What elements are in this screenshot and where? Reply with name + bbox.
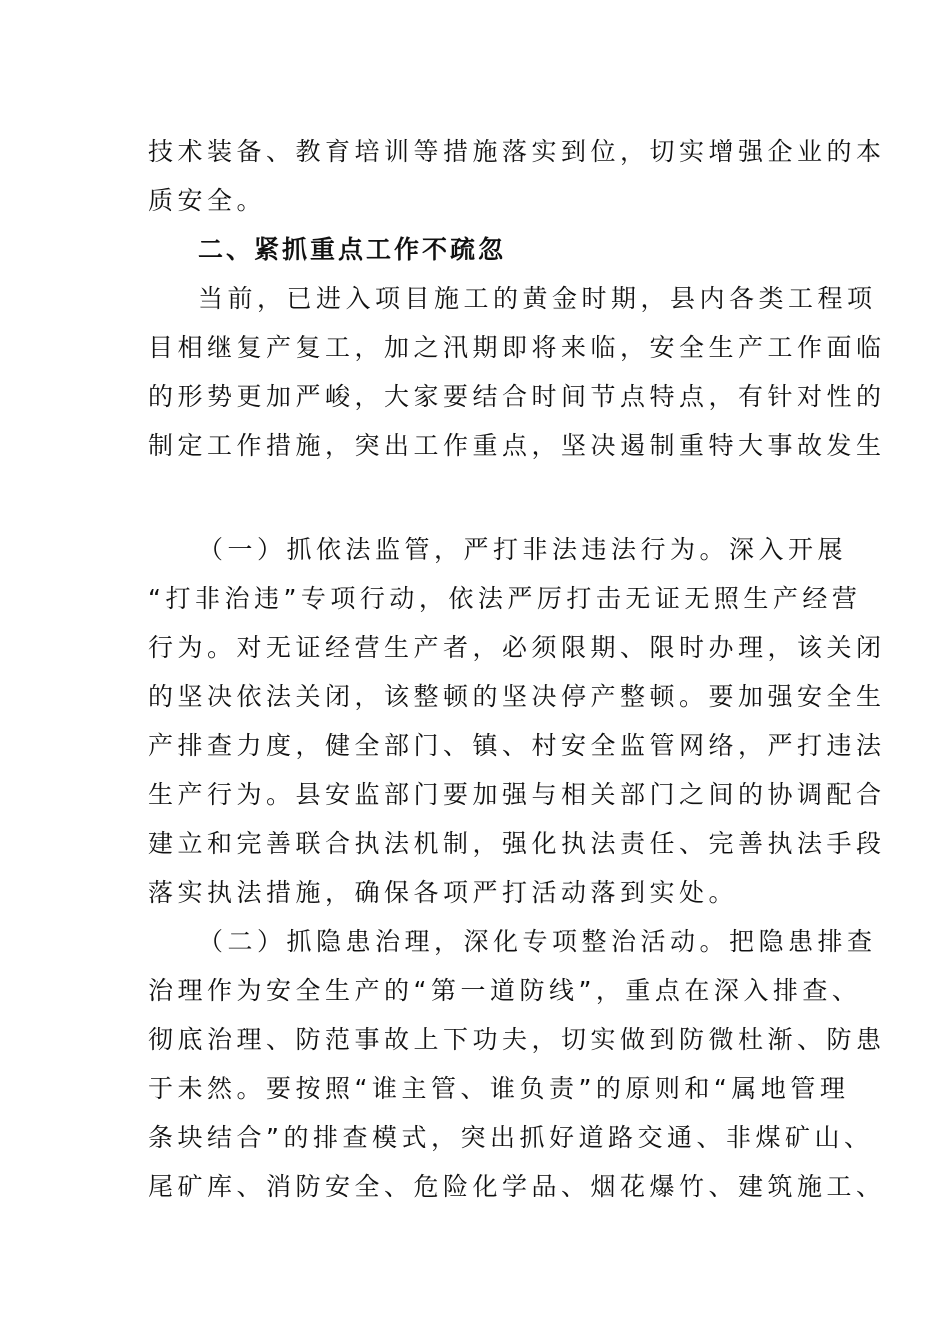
body-text-line: （一）抓依法监管，严打非法违法行为。深入开展	[198, 535, 848, 564]
body-text-line: 落实执法措施，确保各项严打活动落到实处。	[148, 878, 739, 907]
body-text-line: 的形势更加严峻，大家要结合时间节点特点，有针对性的	[148, 382, 886, 411]
body-text-line: 的坚决依法关闭，该整顿的坚决停产整顿。要加强安全生	[148, 682, 886, 711]
body-text-line: 制定工作措施，突出工作重点，坚决遏制重特大事故发生	[148, 431, 886, 460]
body-text-line: 目相继复产复工，加之汛期即将来临，安全生产工作面临	[148, 333, 886, 362]
body-text-line: 生产行为。县安监部门要加强与相关部门之间的协调配合	[148, 780, 886, 809]
body-text-line: 产排查力度，健全部门、镇、村安全监管网络，严打违法	[148, 731, 886, 760]
body-text-line: 于未然。要按照“谁主管、谁负责”的原则和“属地管理	[148, 1074, 850, 1103]
body-text-line: 建立和完善联合执法机制，强化执法责任、完善执法手段	[148, 829, 886, 858]
body-text-line: 治理作为安全生产的“第一道防线”，重点在深入排查、	[148, 976, 862, 1005]
body-text-line: 彻底治理、防范事故上下功夫，切实做到防微杜渐、防患	[148, 1025, 886, 1054]
section-heading: 二、紧抓重点工作不疏忽	[198, 235, 507, 264]
body-text-line: 当前，已进入项目施工的黄金时期，县内各类工程项	[198, 284, 877, 313]
body-text-line: （二）抓隐患治理，深化专项整治活动。把隐患排查	[198, 927, 877, 956]
body-text-line: “打非治违”专项行动，依法严厉打击无证无照生产经营	[148, 584, 862, 613]
body-text-line: 质安全。	[148, 186, 267, 215]
body-text-line: 技术装备、教育培训等措施落实到位，切实增强企业的本	[148, 137, 886, 166]
body-text-line: 尾矿库、消防安全、危险化学品、烟花爆竹、建筑施工、	[148, 1172, 886, 1201]
body-text-line: 行为。对无证经营生产者，必须限期、限时办理，该关闭	[148, 633, 886, 662]
body-text-line: 条块结合”的排查模式，突出抓好道路交通、非煤矿山、	[148, 1123, 874, 1152]
